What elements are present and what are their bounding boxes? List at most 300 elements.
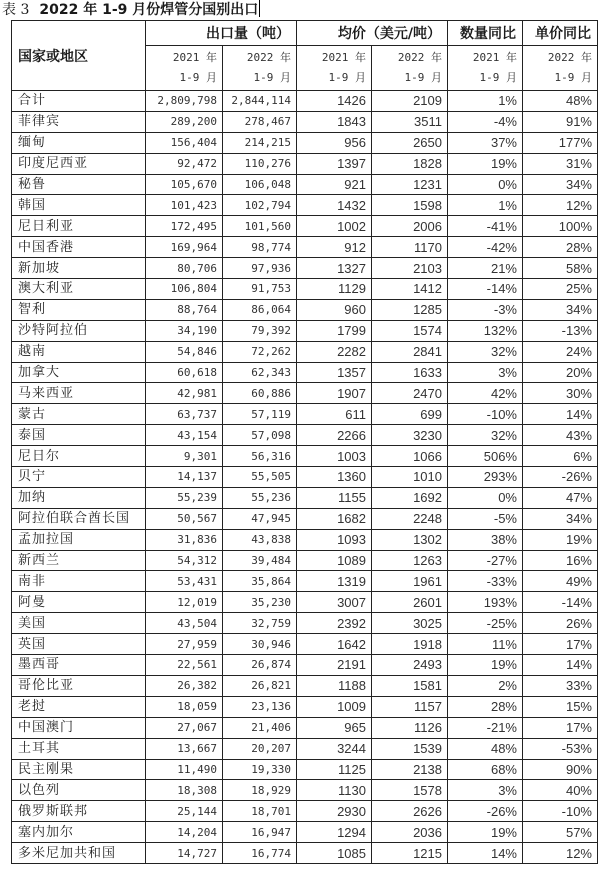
export-volume-2021: 18,059	[146, 696, 223, 717]
avg-price-2021: 1085	[297, 843, 372, 864]
export-volume-2021: 54,846	[146, 341, 223, 362]
header-period: 2022 年 1-9 月	[523, 46, 598, 91]
avg-price-2021: 2266	[297, 425, 372, 446]
qty-yoy: 19%	[448, 153, 523, 174]
export-volume-2022: 56,316	[223, 446, 297, 467]
price-yoy: 31%	[523, 153, 598, 174]
qty-yoy: -42%	[448, 237, 523, 258]
price-yoy: 34%	[523, 174, 598, 195]
country-name: 贝宁	[12, 467, 146, 488]
price-yoy: 14%	[523, 404, 598, 425]
table-row	[12, 675, 598, 696]
price-yoy: 58%	[523, 258, 598, 279]
header-country: 国家或地区	[12, 21, 146, 91]
price-yoy: -10%	[523, 801, 598, 822]
country-name: 新西兰	[12, 550, 146, 571]
qty-yoy: 0%	[448, 487, 523, 508]
export-volume-2021: 50,567	[146, 508, 223, 529]
export-volume-2022: 18,929	[223, 780, 297, 801]
export-volume-2021: 169,964	[146, 237, 223, 258]
avg-price-2021: 1327	[297, 258, 372, 279]
country-name: 英国	[12, 634, 146, 655]
table-row	[12, 446, 598, 467]
export-volume-2022: 35,230	[223, 592, 297, 613]
country-name: 马来西亚	[12, 383, 146, 404]
price-yoy: 177%	[523, 132, 598, 153]
export-volume-2022: 30,946	[223, 634, 297, 655]
table-row	[12, 801, 598, 822]
country-name: 印度尼西亚	[12, 153, 146, 174]
qty-yoy: -33%	[448, 571, 523, 592]
header-period: 2021 年 1-9 月	[146, 46, 223, 91]
avg-price-2022: 2601	[372, 592, 448, 613]
qty-yoy: -21%	[448, 717, 523, 738]
country-name: 尼日尔	[12, 446, 146, 467]
export-volume-2021: 53,431	[146, 571, 223, 592]
qty-yoy: 506%	[448, 446, 523, 467]
avg-price-2021: 1093	[297, 529, 372, 550]
avg-price-2022: 1170	[372, 237, 448, 258]
avg-price-2021: 1397	[297, 153, 372, 174]
table-row	[12, 759, 598, 780]
avg-price-2022: 3230	[372, 425, 448, 446]
export-volume-2021: 60,618	[146, 362, 223, 383]
avg-price-2022: 1066	[372, 446, 448, 467]
country-name: 俄罗斯联邦	[12, 801, 146, 822]
export-volume-2021: 54,312	[146, 550, 223, 571]
export-volume-2021: 43,154	[146, 425, 223, 446]
table-row	[12, 111, 598, 132]
country-name: 民主刚果	[12, 759, 146, 780]
table-row	[12, 613, 598, 634]
avg-price-2021: 1682	[297, 508, 372, 529]
avg-price-2021: 1130	[297, 780, 372, 801]
export-volume-2021: 43,504	[146, 613, 223, 634]
export-volume-2022: 55,505	[223, 467, 297, 488]
export-volume-2022: 20,207	[223, 738, 297, 759]
export-volume-2021: 22,561	[146, 655, 223, 676]
header-avg-price: 均价（美元/吨）	[297, 21, 448, 46]
table-row	[12, 655, 598, 676]
qty-yoy: 11%	[448, 634, 523, 655]
qty-yoy: -5%	[448, 508, 523, 529]
country-name: 越南	[12, 341, 146, 362]
avg-price-2022: 2841	[372, 341, 448, 362]
price-yoy: 19%	[523, 529, 598, 550]
price-yoy: 12%	[523, 195, 598, 216]
country-name: 秘鲁	[12, 174, 146, 195]
price-yoy: 43%	[523, 425, 598, 446]
export-volume-2021: 14,727	[146, 843, 223, 864]
export-volume-2021: 156,404	[146, 132, 223, 153]
avg-price-2021: 1125	[297, 759, 372, 780]
country-name: 孟加拉国	[12, 529, 146, 550]
export-volume-2022: 86,064	[223, 299, 297, 320]
country-name: 以色列	[12, 780, 146, 801]
country-name: 哥伦比亚	[12, 675, 146, 696]
qty-yoy: 1%	[448, 195, 523, 216]
table-row	[12, 508, 598, 529]
table-row	[12, 153, 598, 174]
avg-price-2022: 1215	[372, 843, 448, 864]
table-row	[12, 717, 598, 738]
export-volume-2022: 214,215	[223, 132, 297, 153]
avg-price-2022: 2650	[372, 132, 448, 153]
export-volume-2021: 31,836	[146, 529, 223, 550]
export-volume-2021: 42,981	[146, 383, 223, 404]
avg-price-2021: 3007	[297, 592, 372, 613]
qty-yoy: -14%	[448, 279, 523, 300]
table-row	[12, 843, 598, 864]
country-name: 澳大利亚	[12, 279, 146, 300]
header-period: 2022 年 1-9 月	[372, 46, 448, 91]
export-volume-2021: 106,804	[146, 279, 223, 300]
avg-price-2022: 1231	[372, 174, 448, 195]
avg-price-2021: 2191	[297, 655, 372, 676]
qty-yoy: 42%	[448, 383, 523, 404]
table-row	[12, 362, 598, 383]
export-volume-2022: 57,098	[223, 425, 297, 446]
export-volume-2022: 35,864	[223, 571, 297, 592]
avg-price-2021: 3244	[297, 738, 372, 759]
table-row	[12, 550, 598, 571]
price-yoy: 25%	[523, 279, 598, 300]
table-row	[12, 404, 598, 425]
avg-price-2021: 1426	[297, 91, 372, 112]
price-yoy: 17%	[523, 717, 598, 738]
export-volume-2022: 79,392	[223, 320, 297, 341]
export-volume-2022: 57,119	[223, 404, 297, 425]
qty-yoy: 32%	[448, 341, 523, 362]
qty-yoy: 0%	[448, 174, 523, 195]
export-volume-2021: 105,670	[146, 174, 223, 195]
export-volume-2021: 88,764	[146, 299, 223, 320]
avg-price-2022: 2470	[372, 383, 448, 404]
export-volume-2022: 16,774	[223, 843, 297, 864]
avg-price-2021: 960	[297, 299, 372, 320]
avg-price-2021: 921	[297, 174, 372, 195]
price-yoy: 57%	[523, 822, 598, 843]
table-row	[12, 822, 598, 843]
country-name: 阿拉伯联合酋长国	[12, 508, 146, 529]
export-volume-2022: 23,136	[223, 696, 297, 717]
export-volume-2021: 26,382	[146, 675, 223, 696]
country-name: 美国	[12, 613, 146, 634]
avg-price-2022: 1263	[372, 550, 448, 571]
qty-yoy: 19%	[448, 655, 523, 676]
export-volume-2022: 55,236	[223, 487, 297, 508]
qty-yoy: 68%	[448, 759, 523, 780]
export-volume-2021: 27,067	[146, 717, 223, 738]
price-yoy: 91%	[523, 111, 598, 132]
avg-price-2021: 1432	[297, 195, 372, 216]
avg-price-2022: 3025	[372, 613, 448, 634]
avg-price-2022: 1692	[372, 487, 448, 508]
avg-price-2021: 912	[297, 237, 372, 258]
price-yoy: 100%	[523, 216, 598, 237]
header-period: 2021 年 1-9 月	[448, 46, 523, 91]
avg-price-2022: 1633	[372, 362, 448, 383]
header-qty-yoy: 数量同比	[448, 21, 523, 46]
price-yoy: 47%	[523, 487, 598, 508]
price-yoy: 28%	[523, 237, 598, 258]
price-yoy: 6%	[523, 446, 598, 467]
table-row	[12, 279, 598, 300]
qty-yoy: -41%	[448, 216, 523, 237]
country-name: 蒙古	[12, 404, 146, 425]
avg-price-2022: 1412	[372, 279, 448, 300]
header-period: 2021 年 1-9 月	[297, 46, 372, 91]
export-volume-2021: 12,019	[146, 592, 223, 613]
price-yoy: -26%	[523, 467, 598, 488]
avg-price-2021: 1129	[297, 279, 372, 300]
country-name: 加拿大	[12, 362, 146, 383]
price-yoy: 17%	[523, 634, 598, 655]
export-volume-2022: 26,821	[223, 675, 297, 696]
country-name: 尼日利亚	[12, 216, 146, 237]
table-row	[12, 780, 598, 801]
export-volume-2022: 278,467	[223, 111, 297, 132]
qty-yoy: -25%	[448, 613, 523, 634]
avg-price-2021: 2282	[297, 341, 372, 362]
avg-price-2022: 2493	[372, 655, 448, 676]
country-name: 墨西哥	[12, 655, 146, 676]
qty-yoy: 3%	[448, 362, 523, 383]
price-yoy: 26%	[523, 613, 598, 634]
price-yoy: 12%	[523, 843, 598, 864]
table-row	[12, 634, 598, 655]
qty-yoy: 32%	[448, 425, 523, 446]
table-row	[12, 383, 598, 404]
qty-yoy: -27%	[448, 550, 523, 571]
avg-price-2021: 1188	[297, 675, 372, 696]
avg-price-2021: 956	[297, 132, 372, 153]
country-name: 新加坡	[12, 258, 146, 279]
price-yoy: 15%	[523, 696, 598, 717]
table-row	[12, 195, 598, 216]
export-volume-2021: 27,959	[146, 634, 223, 655]
avg-price-2022: 1598	[372, 195, 448, 216]
table-title: 2022 年 1-9 月份焊管分国别出口	[39, 2, 259, 18]
avg-price-2022: 699	[372, 404, 448, 425]
avg-price-2021: 1002	[297, 216, 372, 237]
qty-yoy: 2%	[448, 675, 523, 696]
avg-price-2021: 2930	[297, 801, 372, 822]
export-volume-2022: 26,874	[223, 655, 297, 676]
export-volume-2021: 14,204	[146, 822, 223, 843]
country-name: 多米尼加共和国	[12, 843, 146, 864]
export-volume-2022: 2,844,114	[223, 91, 297, 112]
qty-yoy: -10%	[448, 404, 523, 425]
avg-price-2022: 1539	[372, 738, 448, 759]
qty-yoy: 293%	[448, 467, 523, 488]
avg-price-2022: 2138	[372, 759, 448, 780]
qty-yoy: 48%	[448, 738, 523, 759]
table-row	[12, 738, 598, 759]
export-volume-2021: 92,472	[146, 153, 223, 174]
country-name: 塞内加尔	[12, 822, 146, 843]
export-volume-2021: 172,495	[146, 216, 223, 237]
qty-yoy: 37%	[448, 132, 523, 153]
qty-yoy: 3%	[448, 780, 523, 801]
header-row-groups	[12, 21, 598, 46]
export-volume-2021: 34,190	[146, 320, 223, 341]
price-yoy: 20%	[523, 362, 598, 383]
table-caption	[2, 0, 260, 20]
export-volume-2021: 80,706	[146, 258, 223, 279]
export-volume-2021: 25,144	[146, 801, 223, 822]
qty-yoy: 1%	[448, 91, 523, 112]
avg-price-2021: 1357	[297, 362, 372, 383]
country-name: 中国澳门	[12, 717, 146, 738]
table-row	[12, 487, 598, 508]
avg-price-2022: 1918	[372, 634, 448, 655]
country-name: 南非	[12, 571, 146, 592]
table-row	[12, 320, 598, 341]
table-row	[12, 467, 598, 488]
export-volume-2022: 16,947	[223, 822, 297, 843]
export-volume-2022: 72,262	[223, 341, 297, 362]
avg-price-2021: 1360	[297, 467, 372, 488]
price-yoy: 16%	[523, 550, 598, 571]
export-volume-2021: 55,239	[146, 487, 223, 508]
avg-price-2021: 1003	[297, 446, 372, 467]
price-yoy: -13%	[523, 320, 598, 341]
avg-price-2021: 965	[297, 717, 372, 738]
qty-yoy: 132%	[448, 320, 523, 341]
price-yoy: 24%	[523, 341, 598, 362]
table-row	[12, 425, 598, 446]
country-name: 智利	[12, 299, 146, 320]
avg-price-2021: 1009	[297, 696, 372, 717]
avg-price-2022: 1126	[372, 717, 448, 738]
price-yoy: 30%	[523, 383, 598, 404]
export-volume-2022: 19,330	[223, 759, 297, 780]
avg-price-2022: 1578	[372, 780, 448, 801]
avg-price-2022: 2109	[372, 91, 448, 112]
price-yoy: -53%	[523, 738, 598, 759]
table-row	[12, 132, 598, 153]
avg-price-2022: 1581	[372, 675, 448, 696]
qty-yoy: 14%	[448, 843, 523, 864]
price-yoy: 48%	[523, 91, 598, 112]
export-volume-2021: 101,423	[146, 195, 223, 216]
export-volume-2022: 47,945	[223, 508, 297, 529]
export-volume-2021: 18,308	[146, 780, 223, 801]
avg-price-2022: 1302	[372, 529, 448, 550]
avg-price-2022: 2036	[372, 822, 448, 843]
avg-price-2021: 1089	[297, 550, 372, 571]
export-volume-2021: 289,200	[146, 111, 223, 132]
export-volume-2021: 2,809,798	[146, 91, 223, 112]
export-volume-2022: 32,759	[223, 613, 297, 634]
header-price-yoy: 单价同比	[523, 21, 598, 46]
export-volume-2022: 43,838	[223, 529, 297, 550]
table-row-total	[12, 91, 598, 112]
qty-yoy: 21%	[448, 258, 523, 279]
avg-price-2022: 2626	[372, 801, 448, 822]
table-row	[12, 571, 598, 592]
price-yoy: 33%	[523, 675, 598, 696]
country-name: 韩国	[12, 195, 146, 216]
country-name: 中国香港	[12, 237, 146, 258]
avg-price-2022: 1961	[372, 571, 448, 592]
qty-yoy: -26%	[448, 801, 523, 822]
export-volume-2022: 102,794	[223, 195, 297, 216]
avg-price-2022: 2103	[372, 258, 448, 279]
avg-price-2022: 3511	[372, 111, 448, 132]
avg-price-2022: 1574	[372, 320, 448, 341]
avg-price-2022: 2006	[372, 216, 448, 237]
export-volume-2022: 39,484	[223, 550, 297, 571]
export-volume-2022: 21,406	[223, 717, 297, 738]
table-number: 表 3	[2, 2, 30, 18]
export-volume-2022: 91,753	[223, 279, 297, 300]
export-volume-2021: 14,137	[146, 467, 223, 488]
table-row	[12, 299, 598, 320]
export-table	[11, 20, 598, 864]
avg-price-2022: 1010	[372, 467, 448, 488]
qty-yoy: -3%	[448, 299, 523, 320]
country-name: 合计	[12, 91, 146, 112]
table-row	[12, 529, 598, 550]
avg-price-2021: 1843	[297, 111, 372, 132]
avg-price-2021: 1319	[297, 571, 372, 592]
export-volume-2021: 9,301	[146, 446, 223, 467]
country-name: 缅甸	[12, 132, 146, 153]
country-name: 泰国	[12, 425, 146, 446]
price-yoy: 14%	[523, 655, 598, 676]
price-yoy: 90%	[523, 759, 598, 780]
avg-price-2021: 1799	[297, 320, 372, 341]
avg-price-2021: 2392	[297, 613, 372, 634]
avg-price-2021: 611	[297, 404, 372, 425]
export-volume-2021: 13,667	[146, 738, 223, 759]
export-volume-2022: 18,701	[223, 801, 297, 822]
table-row	[12, 174, 598, 195]
qty-yoy: 28%	[448, 696, 523, 717]
export-volume-2022: 62,343	[223, 362, 297, 383]
qty-yoy: 19%	[448, 822, 523, 843]
avg-price-2022: 2248	[372, 508, 448, 529]
qty-yoy: 193%	[448, 592, 523, 613]
qty-yoy: -4%	[448, 111, 523, 132]
table-row	[12, 216, 598, 237]
export-volume-2022: 110,276	[223, 153, 297, 174]
export-volume-2021: 63,737	[146, 404, 223, 425]
avg-price-2022: 1828	[372, 153, 448, 174]
export-volume-2022: 101,560	[223, 216, 297, 237]
avg-price-2021: 1907	[297, 383, 372, 404]
avg-price-2022: 1157	[372, 696, 448, 717]
price-yoy: 49%	[523, 571, 598, 592]
export-volume-2022: 97,936	[223, 258, 297, 279]
export-volume-2022: 98,774	[223, 237, 297, 258]
header-period: 2022 年 1-9 月	[223, 46, 297, 91]
avg-price-2021: 1294	[297, 822, 372, 843]
table-row	[12, 258, 598, 279]
country-name: 老挝	[12, 696, 146, 717]
price-yoy: -14%	[523, 592, 598, 613]
country-name: 加纳	[12, 487, 146, 508]
price-yoy: 40%	[523, 780, 598, 801]
export-volume-2022: 106,048	[223, 174, 297, 195]
country-name: 阿曼	[12, 592, 146, 613]
qty-yoy: 38%	[448, 529, 523, 550]
avg-price-2022: 1285	[372, 299, 448, 320]
table-row	[12, 592, 598, 613]
export-volume-2022: 60,886	[223, 383, 297, 404]
